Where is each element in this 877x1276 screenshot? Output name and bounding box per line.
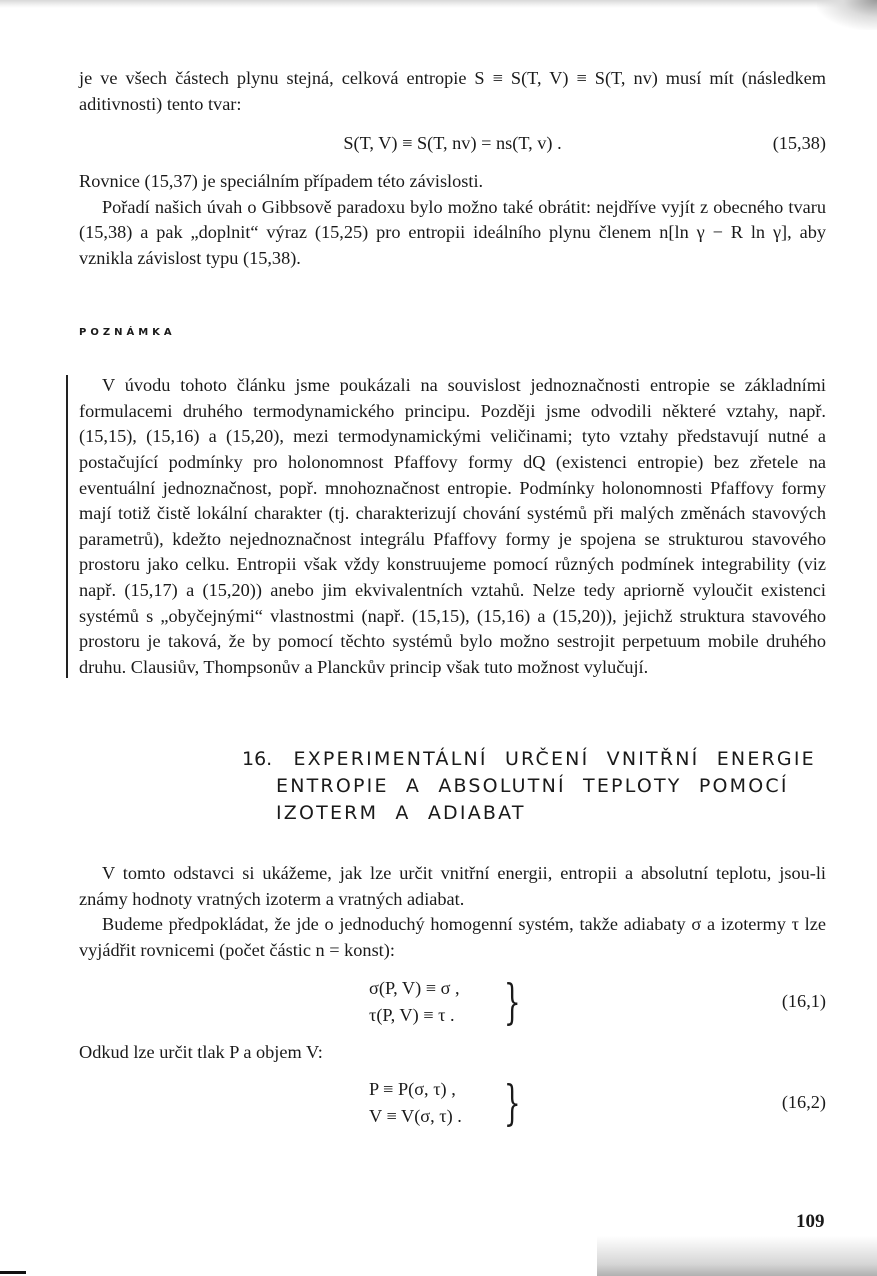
equation-16-1 (79, 973, 826, 1030)
equation-line: V ≡ V(σ, τ) . (369, 1106, 462, 1127)
equation-lines (369, 1077, 462, 1131)
equation-line: P ≡ P(σ, τ) , (369, 1079, 456, 1100)
scan-bottom-shadow (597, 1236, 877, 1276)
page-number: 109 (796, 1211, 825, 1232)
paragraph-odkud: Odkud lze určit tlak P a objem V: (79, 1041, 323, 1062)
paragraph-intro: je ve všech částech plynu stejná, celková entropie S ≡ S(T, V) ≡ S(T, nv) musí mít (následkem aditivnosti) tento tvar: (79, 68, 826, 114)
paragraph-rovnice: Rovnice (15,37) je speciálním případem této závislosti. (79, 171, 484, 192)
section-title-line-1: 16. EXPERIMENTÁLNÍ URČENÍ VNITŘNÍ ENERGIE (242, 748, 816, 771)
equation-line: σ(P, V) ≡ σ , (369, 977, 460, 998)
note-heading: POZNÁMKA (79, 326, 176, 338)
note-margin-rule (66, 375, 68, 678)
scan-top-edge (0, 0, 877, 8)
note-block (79, 373, 826, 680)
right-brace-icon: } (503, 1075, 521, 1132)
equation-16-2 (79, 1077, 826, 1131)
equation-line: τ(P, V) ≡ τ . (369, 1004, 455, 1025)
section-title-line-3: IZOTERM A ADIABAT (276, 802, 526, 825)
note-text: V úvodu tohoto článku jsme poukázali na souvislost jednoznačnosti entropie se základními formulacemi druhého termodynamického principu. Později jsme odvodili některé vztahy, např. (15,15), (15,16) a (15,20), mezi termodynamickými veličinami; tyto vztahy představují nutné a postačující podmínky pro holonomnost Pfaffovy formy dQ (existenci entropie) bez zřetele na eventuální jednoznačnost, popř. mnohoznačnost entropie. Podmínky holonomnosti Pfaffovy formy mají totiž čistě lokální charakter (tj. charakterizují chování systémů při malých změnách stavových parametrů), kdežto nejednoznačnost integrálu Pfaffovy formy je spojena se strukturou stavového prostoru jako celku. Entropii však vždy konstruujeme pomocí různých podmínek integrability (viz např. (15,17) a (15,20)) anebo jim ekvivalentních vztahů. Nelze tedy apriorně vyloučit existenci systémů s „obyčejnými“ vlastnostmi (např. (15,15), (15,16) a (15,20)), jejichž struktura stavového prostoru je taková, že by pomocí těchto systémů bylo možno sestrojit perpetuum mobile druhého druhu. Clausiův, Thompsonův a Planckův princip však tuto možnost vylučují. (79, 375, 826, 677)
equation-lines (369, 976, 460, 1030)
paragraph-gibbs: Pořadí našich úvah o Gibbsově paradoxu bylo možno také obrátit: nejdříve vyjít z obecného tvaru (15,38) a pak „doplnit“ výraz (15,25) pro entropii ideálního plynu členem n[ln γ − R ln γ], aby vznikla závislost typu (15,38). (79, 196, 826, 268)
scan-corner-shadow (817, 0, 877, 30)
section-title-line-2: ENTROPIE A ABSOLUTNÍ TEPLOTY POMOCÍ (276, 775, 789, 798)
equation-number: (15,38) (772, 133, 826, 154)
paragraph-assumption: Budeme předpokládat, že jde o jednoduchý homogenní systém, takže adiabaty σ a izotermy τ lze vyjádřit rovnicemi (počet částic n = konst): (79, 914, 826, 961)
paragraph-section-intro: V tomto odstavci si ukážeme, jak lze určit vnitřní energii, entropii a absolutní teplotu, jsou-li známy hodnoty vratných izoterm a vratných adiabat. (79, 863, 826, 909)
section-number: 16. (242, 748, 273, 771)
equation-number: (16,1) (781, 990, 826, 1011)
section-heading (242, 746, 826, 827)
right-brace-icon: } (503, 973, 521, 1030)
book-page (79, 66, 826, 1141)
equation-number: (16,2) (781, 1092, 826, 1113)
equation-body: S(T, V) ≡ S(T, nv) = ns(T, v) . (343, 133, 562, 154)
scan-edge-mark (0, 1271, 26, 1274)
equation-15-38 (79, 131, 826, 157)
